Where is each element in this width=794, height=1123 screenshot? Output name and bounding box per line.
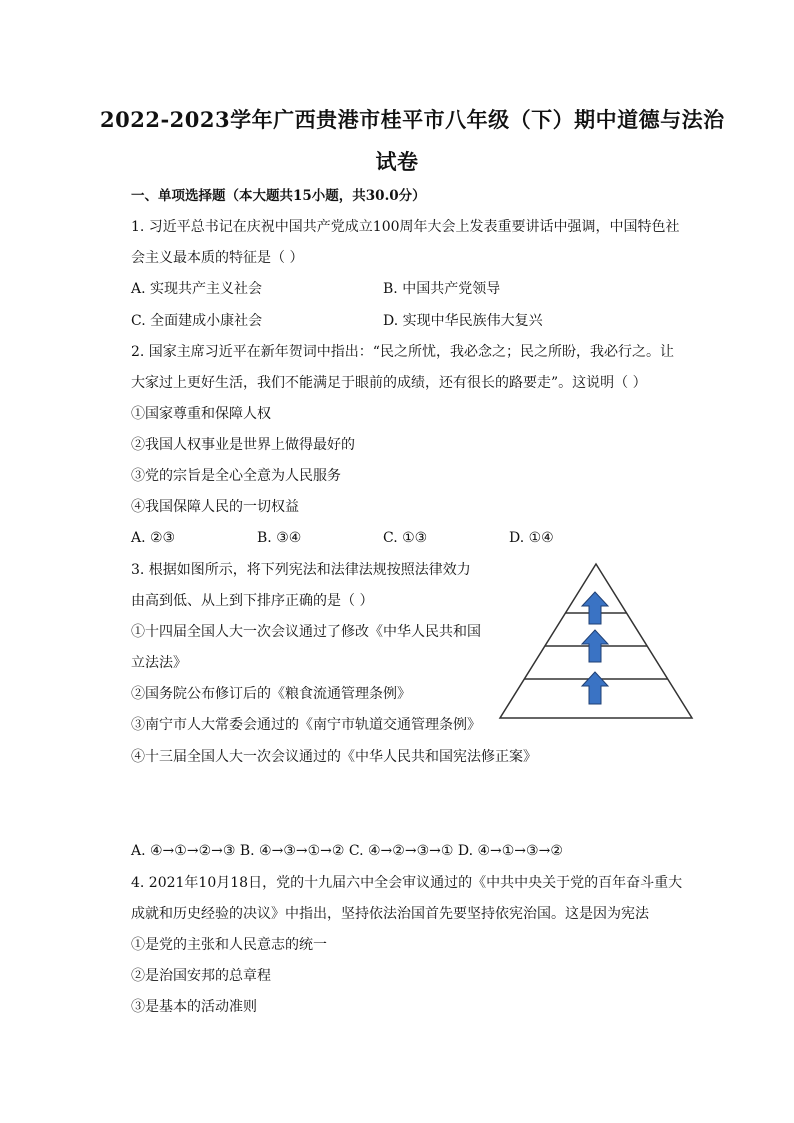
q1-option-d: D. 实现中华民族伟大复兴 — [383, 313, 543, 329]
q2-statement-3: ③党的宗旨是全心全意为人民服务 — [131, 468, 341, 484]
q4-statement-1: ①是党的主张和人民意志的统一 — [131, 937, 327, 953]
q1-stem-line1: 1. 习近平总书记在庆祝中国共产党成立100周年大会上发表重要讲话中强调，中国特色社 — [131, 219, 680, 235]
q2-option-d: D. ①④ — [509, 530, 554, 546]
section-heading: 一、单项选择题（本大题共15小题，共30.0分） — [131, 188, 426, 204]
q2-option-b: B. ③④ — [257, 530, 302, 546]
legal-hierarchy-pyramid-diagram — [498, 562, 694, 722]
q4-stem-line2: 成就和历史经验的决议》中指出，坚持依法治国首先要坚持依宪治国。这是因为宪法 — [131, 906, 649, 922]
q3-statement-2: ②国务院公布修订后的《粮食流通管理条例》 — [131, 686, 411, 702]
q1-option-c: C. 全面建成小康社会 — [131, 313, 263, 329]
q2-statement-2: ②我国人权事业是世界上做得最好的 — [131, 437, 355, 453]
exam-title-line2: 试卷 — [375, 149, 419, 174]
q2-stem-line1: 2. 国家主席习近平在新年贺词中指出：“民之所忧，我必念之；民之所盼，我必行之。让 — [131, 344, 674, 360]
q3-stem-line2: 由高到低、从上到下排序正确的是（ ） — [131, 593, 374, 609]
q3-statement-1b: 立法法》 — [131, 655, 187, 671]
q4-statement-3: ③是基本的活动准则 — [131, 999, 257, 1015]
q1-stem-line2: 会主义最本质的特征是（ ） — [131, 250, 304, 266]
q2-statement-4: ④我国保障人民的一切权益 — [131, 499, 299, 515]
q4-statement-2: ②是治国安邦的总章程 — [131, 968, 271, 984]
q2-option-a: A. ②③ — [131, 530, 176, 546]
exam-title-line1: 2022-2023学年广西贵港市桂平市八年级（下）期中道德与法治 — [100, 107, 725, 132]
q2-option-c: C. ①③ — [383, 530, 428, 546]
q3-stem-line1: 3. 根据如图所示，将下列宪法和法律法规按照法律效力 — [131, 562, 471, 578]
q2-stem-line2: 大家过上更好生活，我们不能满足于眼前的成绩，还有很长的路要走”。这说明（ ） — [131, 375, 647, 391]
q2-statement-1: ①国家尊重和保障人权 — [131, 406, 271, 422]
q3-statement-1a: ①十四届全国人大一次会议通过了修改《中华人民共和国 — [131, 624, 481, 640]
q1-option-b: B. 中国共产党领导 — [383, 281, 501, 297]
q4-stem-line1: 4. 2021年10月18日，党的十九届六中全会审议通过的《中共中央关于党的百年奋斗重大 — [131, 875, 683, 891]
q3-statement-4: ④十三届全国人大一次会议通过的《中华人民共和国宪法修正案》 — [131, 749, 537, 765]
q3-statement-3: ③南宁市人大常委会通过的《南宁市轨道交通管理条例》 — [131, 717, 481, 733]
q1-option-a: A. 实现共产主义社会 — [131, 281, 263, 297]
q3-options: A. ④→①→②→③ B. ④→③→①→② C. ④→②→③→① D. ④→①→③→② — [131, 843, 563, 859]
